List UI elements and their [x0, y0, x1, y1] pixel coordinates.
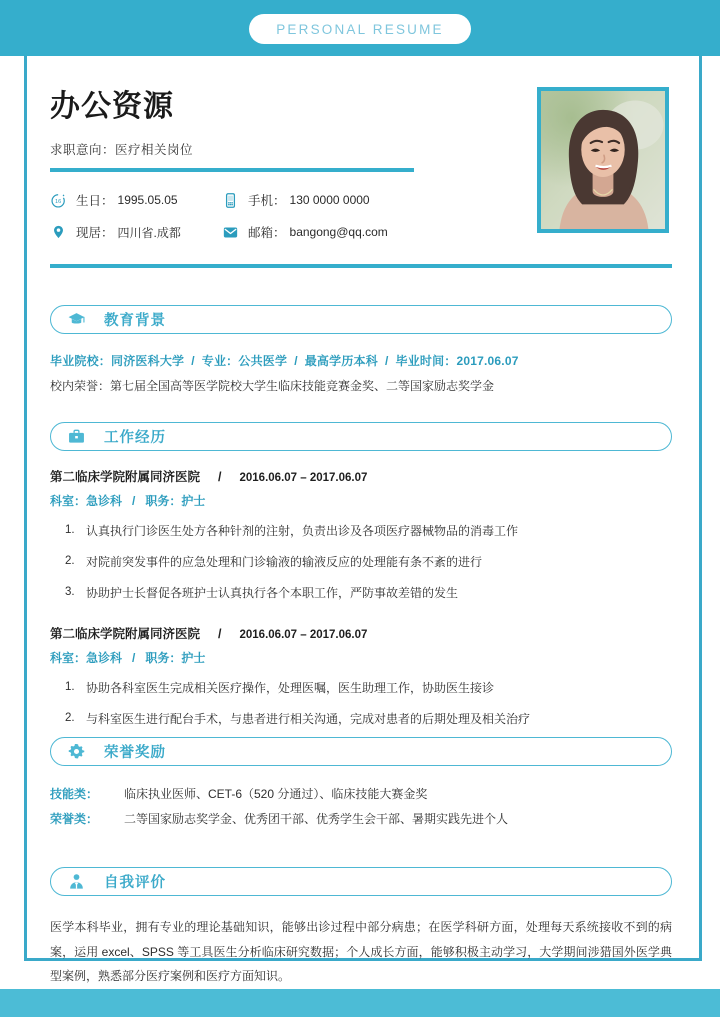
page-title: 办公资源 — [50, 90, 174, 123]
section-work — [50, 422, 672, 451]
contact-birthday — [50, 191, 222, 209]
graduation-cap-icon — [67, 310, 86, 329]
job-dept-label: 科室： — [50, 494, 87, 508]
section-summary-title: 自我评价 — [104, 875, 166, 891]
job-org: 第二临床学院附属同济医院 — [50, 470, 201, 484]
duty-number: 2. — [65, 712, 75, 724]
edu-school-value: 同济医科大学 — [111, 354, 185, 368]
avatar-illustration — [541, 91, 665, 229]
section-summary-header — [50, 867, 672, 896]
edu-degree-value: 本科 — [353, 354, 378, 368]
award-honor-value: 二等国家励志奖学金、优秀团干部、优秀学生会干部、暑期实践先进个人 — [124, 812, 509, 826]
job-role-label: 职务： — [145, 651, 182, 665]
job-date: 2016.06.07 – 2017.06.07 — [239, 629, 368, 641]
contact-birthday-label: 生日： — [76, 194, 114, 208]
section-education-title: 教育背景 — [104, 313, 166, 329]
job-sub-separator: / — [132, 651, 136, 665]
list-item — [50, 584, 672, 602]
education-fields — [50, 352, 672, 369]
edu-sep-1: / — [191, 354, 195, 368]
section-education — [50, 305, 672, 334]
contact-email-label: 邮箱： — [248, 226, 286, 240]
avatar — [537, 87, 669, 233]
svg-text:16: 16 — [54, 198, 62, 205]
list-item — [50, 710, 672, 728]
email-icon — [222, 224, 239, 241]
objective-value: 医疗相关岗位 — [115, 143, 194, 157]
duty-number: 2. — [65, 555, 75, 567]
contact-location-label: 现居： — [76, 226, 114, 240]
objective-label: 求职意向： — [50, 143, 116, 157]
summary-text: 医学本科毕业，拥有专业的理论基础知识，能够出诊过程中部分病患；在医学科研方面，处理每天系统接收不到的病案，运用 excel、SPSS 等工具医生分析临床研究数据；个人成长方面，能够积极主动学习，大学期间涉猎国外医学典型案例，熟悉部分医疗案例和医疗方面知识。 — [50, 920, 672, 984]
award-row — [50, 785, 672, 802]
section-awards-header — [50, 737, 672, 766]
resume-content — [27, 56, 699, 984]
contact-location — [50, 223, 222, 241]
duty-text: 协助护士长督促各班护士认真执行各个本职工作，严防事故差错的发生 — [86, 586, 459, 600]
contact-email-value: bangong@qq.com — [289, 225, 388, 239]
personal-resume-ribbon — [249, 14, 471, 44]
section-education-header — [50, 305, 672, 334]
contact-birthday-value: 1995.05.05 — [117, 193, 178, 207]
award-skill-label: 技能类： — [50, 787, 99, 801]
edu-sep-3: / — [384, 354, 389, 368]
duty-number: 1. — [65, 681, 75, 693]
job-org: 第二临床学院附属同济医院 — [50, 627, 201, 641]
job-sub-separator: / — [132, 494, 136, 508]
award-skill-value: 临床执业医师、CET-6（520 分通过）、临床技能大赛金奖 — [124, 787, 428, 801]
birthday-icon — [50, 192, 67, 209]
job-separator: / — [218, 470, 222, 484]
contact-phone-value: 130 0000 0000 — [289, 193, 370, 207]
edu-graddate-label: 毕业时间： — [395, 354, 457, 368]
edu-major-label: 专业： — [201, 354, 239, 368]
duty-text: 协助各科室医生完成相关医疗操作，处理医嘱，医生助理工作，协助医生接诊 — [86, 681, 495, 695]
edu-degree-label: 最高学历 — [304, 354, 354, 368]
job-duty-list — [50, 679, 672, 728]
job-separator: / — [218, 627, 222, 641]
job-dept-label: 科室： — [50, 651, 87, 665]
edu-honor-label: 校内荣誉： — [50, 379, 111, 393]
section-work-header — [50, 422, 672, 451]
section-awards-title: 荣誉奖励 — [104, 745, 166, 761]
list-item — [50, 679, 672, 697]
job-dept-value: 急诊科 — [86, 651, 123, 665]
section-awards — [50, 737, 672, 766]
frame-right-border — [699, 56, 702, 961]
edu-school-label: 毕业院校： — [50, 354, 112, 368]
award-honor-label: 荣誉类： — [50, 812, 99, 826]
job-header — [50, 467, 672, 485]
edu-major-value: 公共医学 — [238, 354, 288, 368]
bottom-banner-band — [0, 989, 720, 1017]
duty-text: 对院前突发事件的应急处理和门诊输液的输液反应的处理能有条不紊的进行 — [86, 555, 483, 569]
duty-text: 认真执行门诊医生处方各种针剂的注射，负责出诊及各项医疗器械物品的消毒工作 — [86, 524, 519, 538]
job-role-value: 护士 — [181, 494, 206, 508]
edu-graddate-value: 2017.06.07 — [456, 354, 519, 368]
contact-phone-label: 手机： — [248, 194, 286, 208]
award-row — [50, 810, 672, 827]
person-icon — [67, 872, 86, 891]
job-role-label: 职务： — [145, 494, 182, 508]
job-entry — [50, 467, 672, 602]
awards-body — [50, 785, 672, 827]
name-underline — [50, 168, 414, 172]
duty-number: 1. — [65, 524, 75, 536]
list-item — [50, 553, 672, 571]
location-icon — [50, 224, 67, 241]
duty-number: 3. — [65, 586, 75, 598]
briefcase-icon — [67, 427, 86, 446]
header-block — [27, 56, 699, 264]
section-summary — [50, 867, 672, 896]
section-work-title: 工作经历 — [104, 430, 166, 446]
job-dept-value: 急诊科 — [86, 494, 123, 508]
job-entry — [50, 624, 672, 728]
edu-honor-value: 第七届全国高等医学院校大学生临床技能竞赛金奖、二等国家励志奖学金 — [110, 379, 495, 393]
job-subheader — [50, 649, 672, 666]
contact-location-value: 四川省.成都 — [117, 225, 181, 240]
job-role-value: 护士 — [181, 651, 206, 665]
job-date: 2016.06.07 – 2017.06.07 — [239, 472, 368, 484]
personal-resume-label: PERSONAL RESUME — [276, 21, 444, 37]
gear-icon — [67, 742, 86, 761]
job-subheader — [50, 492, 672, 509]
duty-text: 与科室医生进行配台手术，与患者进行相关沟通，完成对患者的后期处理及相关治疗 — [86, 712, 531, 726]
job-duty-list — [50, 522, 672, 602]
list-item — [50, 522, 672, 540]
education-body — [50, 352, 672, 394]
job-header — [50, 624, 672, 642]
edu-sep-2: / — [294, 354, 298, 368]
phone-icon — [222, 192, 239, 209]
education-honor — [50, 377, 672, 394]
